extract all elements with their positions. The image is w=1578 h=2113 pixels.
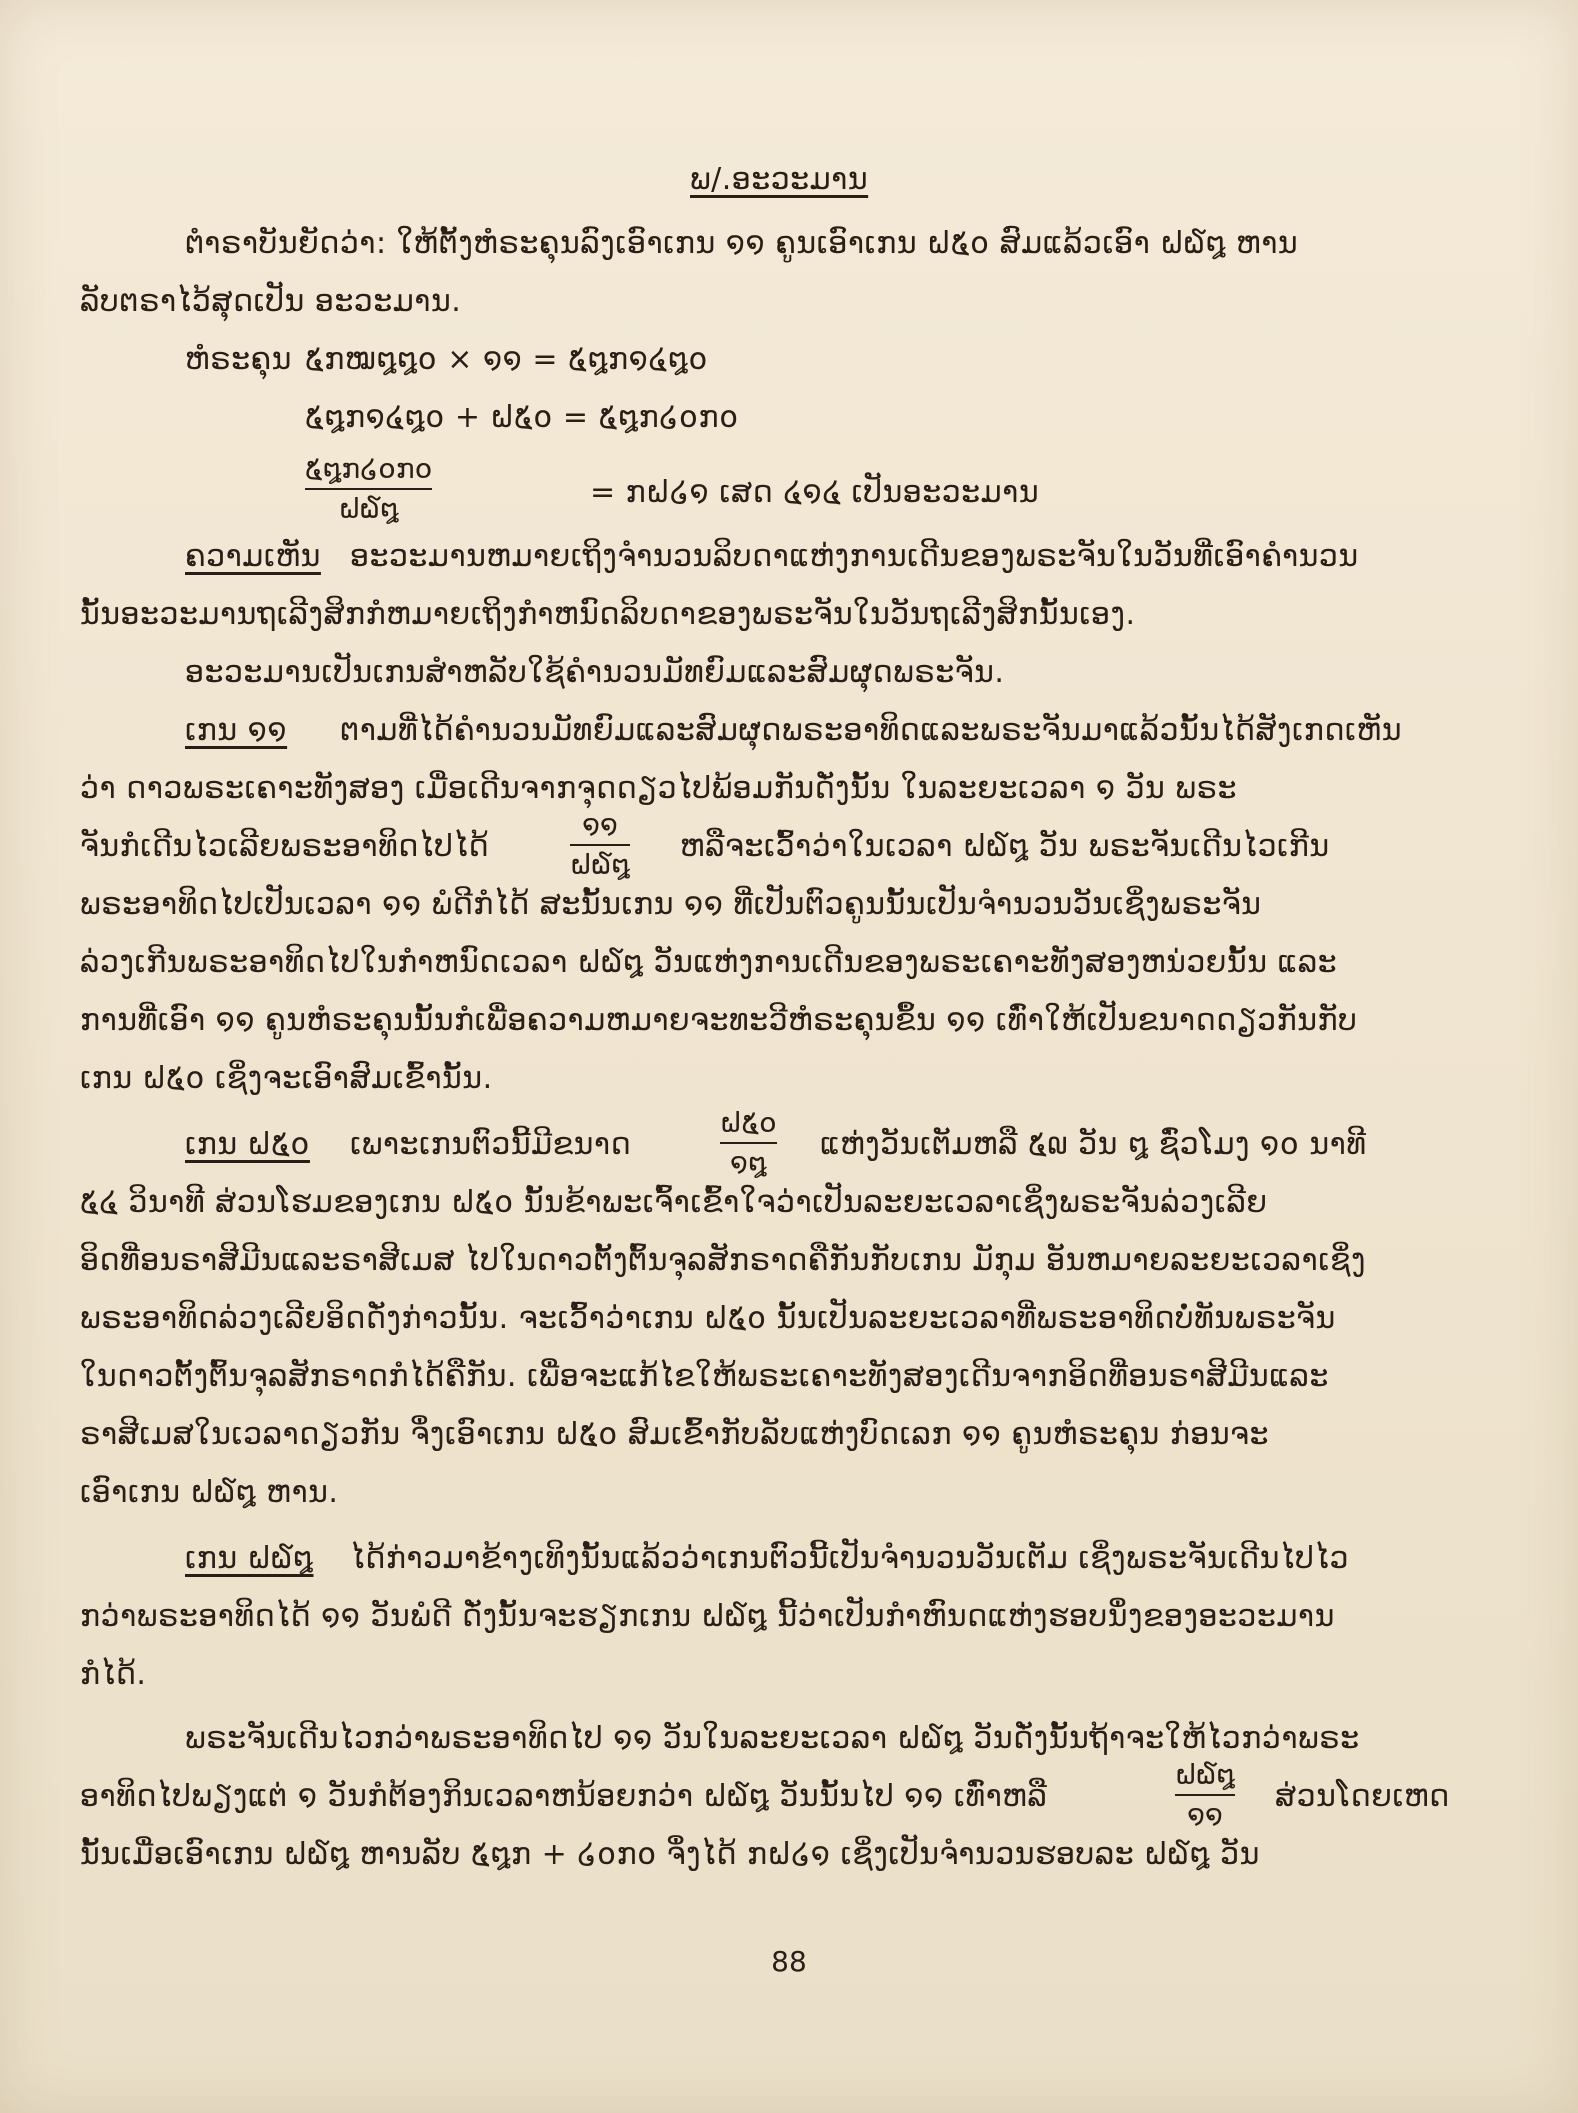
paragraph-line: ອະວະມານຫມາຍເຖິງຈຳນວນລິບດາແຫ່ງການເດີນຂອງພຣະຈັນໃນວັນທີ່ເອົາຄຳນວນ <box>350 539 1359 574</box>
fraction-bar <box>1175 1794 1235 1796</box>
paragraph-line: ຕຳຣາບັນຍັດວ່າ: ໃຫ້ຕັ້ງຫໍຣະຄຸນລົງເອົາເກນ ໑໑ ຄູນເອົາເກນ ຝ໕໐ ສົມແລ້ວເອົາ ຝ໖໘ ຫານ <box>185 226 1299 261</box>
fraction-denominator: ຝ໖໘ <box>570 848 631 881</box>
fraction-bar <box>305 488 432 490</box>
fraction-numerator: ຝ໖໘ <box>1175 1758 1236 1791</box>
paragraph-line: ການທີ່ເອົາ ໑໑ ຄູນຫໍຣະຄຸນນັ້ນກໍເພື່ອຄວາມຫມາຍຈະທະວີຫໍຣະຄຸນຂຶ້ນ ໑໑ ເທົ່າໃຫ້ເປັນຂນາດດຽວກັນກັບ <box>80 1003 1358 1038</box>
paragraph-line: ເອົາເກນ ຝ໖໘ ຫານ. <box>80 1475 339 1510</box>
paragraph-line: ຫລືຈະເວົ້າວ່າໃນເວລາ ຝ໖໘ ວັນ ພຣະຈັນເດີນໄວເກີນ <box>680 829 1330 864</box>
paragraph-line: ພຣະອາທິດລ່ວງເລີຍອິດດັ່ງກ່າວນັ້ນ. ຈະເວົ້າວ່າເກນ ຝ໕໐ ນັ້ນເປັນລະຍະເວລາທີ່ພຣະອາທິດບໍ່ທັນພຣະຈັນ <box>80 1301 1336 1336</box>
calc-line: ໕໘ກ໑໔໘໐ + ຝ໕໐ = ໕໘ກ໒໐ກ໐ <box>305 400 739 435</box>
page-number: 88 <box>771 1945 807 1978</box>
paragraph-line: ອາທິດໄປພຽງແຕ່ ໑ ວັນກໍຕ້ອງກິນເວລາຫນ້ອຍກວ່າ ຝ໖໘ ວັນນັ້ນໄປ ໑໑ ເທົ່າຫລື <box>80 1779 1048 1814</box>
paragraph-line: ແຫ່ງວັນເຕັມຫລື ໕໙ ວັນ ໘ ຊົ່ວໂມງ ໑໐ ນາທີ <box>820 1127 1367 1162</box>
paragraph-line: ນັ້ນອະວະມານຖເລີງສິກກໍຫມາຍເຖິງກຳຫນົດລິບດາຂອງພຣະຈັນໃນວັນຖເລີງສິກນັ້ນເອງ. <box>80 597 1136 632</box>
paragraph-line: ພຣະຈັນເດີນໄວກວ່າພຣະອາທິດໄປ ໑໑ ວັນໃນລະຍະເວລາ ຝ໖໘ ວັນດັ່ງນັ້ນຖ້າຈະໃຫ້ໄວກວ່າພຣະ <box>185 1721 1360 1756</box>
paragraph-line: ຣາສີເມສໃນເວລາດຽວກັນ ຈຶ່ງເອົາເກນ ຝ໕໐ ສົມເຂົ້າກັບລັບແຫ່ງບົດເລກ ໑໑ ຄູນຫໍຣະຄຸນ ກ່ອນຈະ <box>80 1417 1269 1452</box>
inline-fraction <box>570 808 630 882</box>
paragraph-line: ຈັນກໍເດີນໄວເລີຍພຣະອາທິດໄປໄດ້ <box>80 829 490 864</box>
inline-fraction <box>720 1106 777 1180</box>
paragraph-line: ເພາະເກນຕົວນີ້ມີຂນາດ <box>350 1127 632 1162</box>
fraction-numerator: ໑໑ <box>582 808 618 841</box>
fraction-denominator: ໑໘ <box>729 1146 767 1179</box>
calc-line: ໕ກໝ໘໘໐ × ໑໑ = ໕໘ກ໑໔໘໐ <box>305 342 708 377</box>
fraction-bar <box>570 844 630 846</box>
fraction-denominator: ໑໑ <box>1187 1798 1223 1831</box>
paragraph-line: ພຣະອາທິດໄປເປັນເວລາ ໑໑ ພໍດີກໍໄດ້ ສະນັ້ນເກນ ໑໑ ທີ່ເປັນຕົວຄູນນັ້ນເປັນຈຳນວນວັນເຊິ່ງພຣະຈັນ <box>80 887 1262 922</box>
paragraph-line: ໕໔ ວິນາທີ ສ່ວນໂຮມຂອງເກນ ຝ໕໐ ນັ້ນຂ້າພະເຈົ້າເຂົ້າໃຈວ່າເປັນລະຍະເວລາເຊິ່ງພຣະຈັນລ່ວງເລີຍ <box>80 1185 1268 1220</box>
paragraph-line: ລ່ວງເກີນພຣະອາທິດໄປໃນກຳຫນົດເວລາ ຝ໖໘ ວັນແຫ່ງການເດີນຂອງພຣະເຄາະທັງສອງຫນ່ວຍນັ້ນ ແລະ <box>80 945 1338 980</box>
paragraph-line: ວ່າ ດາວພຣະເຄາະທັງສອງ ເມື່ອເດີນຈາກຈຸດດຽວໄປພ້ອມກັນດັ່ງນັ້ນ ໃນລະຍະເວລາ ໑ ວັນ ພຣະ <box>80 771 1237 806</box>
fraction-numerator: ຝ໕໐ <box>720 1106 777 1139</box>
paragraph-line: ອະວະມານເປັນເກນສຳຫລັບໃຊ້ຄຳນວນມັທຍົມແລະສົມຜຸດພຣະຈັນ. <box>185 655 1005 690</box>
fraction-bar <box>720 1142 777 1144</box>
calc-label: ຫໍຣະຄຸນ <box>185 342 292 377</box>
paragraph-line: ເກນ ຝ໕໐ ເຊິ່ງຈະເອົາສົມເຂົ້ານັ້ນ. <box>80 1061 493 1096</box>
section-label: ເກນ ໑໑ <box>185 713 288 748</box>
section-label: ຄວາມເຫັນ <box>185 539 321 574</box>
fraction-numerator: ໕໘ກ໒໐ກ໐ <box>305 452 433 485</box>
paragraph-line: ກໍໄດ້. <box>80 1657 147 1692</box>
section-label: ເກນ ຝ໖໘ <box>185 1541 314 1576</box>
fraction-denominator: ຝ໖໘ <box>338 492 399 525</box>
paragraph-line: ໄດ້ກ່າວມາຂ້າງເທິງນັ້ນແລ້ວວ່າເກນຕົວນີ້ເປັນຈຳນວນວັນເຕັມ ເຊິ່ງພຣະຈັນເດີນໄປໄວ <box>350 1541 1350 1576</box>
paragraph-line: ໃນດາວຕັ້ງຕົ້ນຈຸລສັກຣາດກໍໄດ້ຄືກັນ. ເພື່ອຈະແກ້ໄຂໃຫ້ພຣະເຄາະທັງສອງເດີນຈາກອິດທີ່ອນຣາສີມີນແລະ <box>80 1359 1329 1394</box>
paragraph-line: ນັ້ນເມື່ອເອົາເກນ ຝ໖໘ ຫານລັບ ໕໘ກ + ໒໐ກ໐ ຈຶ່ງໄດ້ ກຝ໒໑ ເຊິ່ງເປັນຈຳນວນຮອບລະ ຝ໖໘ ວັນ <box>80 1837 1260 1872</box>
calc-line: = ກຝ໒໑ ເສດ ໔໑໔ ເປັນອະວະມານ <box>590 475 1040 510</box>
paragraph-line: ສ່ວນໂດຍເຫດ <box>1275 1779 1450 1814</box>
paragraph-line: ອິດທີ່ອນຣາສີມີນແລະຣາສີເມສ ໄປໃນດາວຕັ້ງຕົ້ນຈຸລສັກຣາດຄືກັນກັບເກນ ມັກຸມ ອັນຫມາຍລະຍະເວລາເຊິ່ງ <box>80 1243 1366 1278</box>
paragraph-line: ກວ່າພຣະອາທິດໄດ້ ໑໑ ວັນພໍດີ ດັ່ງນັ້ນຈະຮຽກເກນ ຝ໖໘ ນີ້ວ່າເປັນກຳຫົນດແຫ່ງຮອບນຶ່ງຂອງອະວະມານ <box>80 1599 1335 1634</box>
inline-fraction <box>1175 1758 1235 1832</box>
paragraph-line: ລັບຕຣາໄວ້ສຸດເປັນ ອະວະມານ. <box>80 284 462 319</box>
paragraph-line: ຕາມທີ່ໄດ້ຄຳນວນມັທຍົມແລະສົມຜຸດພຣະອາທິດແລະພຣະຈັນມາແລ້ວນັ້ນໄດ້ສັງເກດເຫັນ <box>340 713 1403 748</box>
page-heading: ພ/.ອະວະມານ <box>690 162 869 197</box>
calc-fraction <box>305 452 432 526</box>
section-label: ເກນ ຝ໕໐ <box>185 1127 310 1162</box>
